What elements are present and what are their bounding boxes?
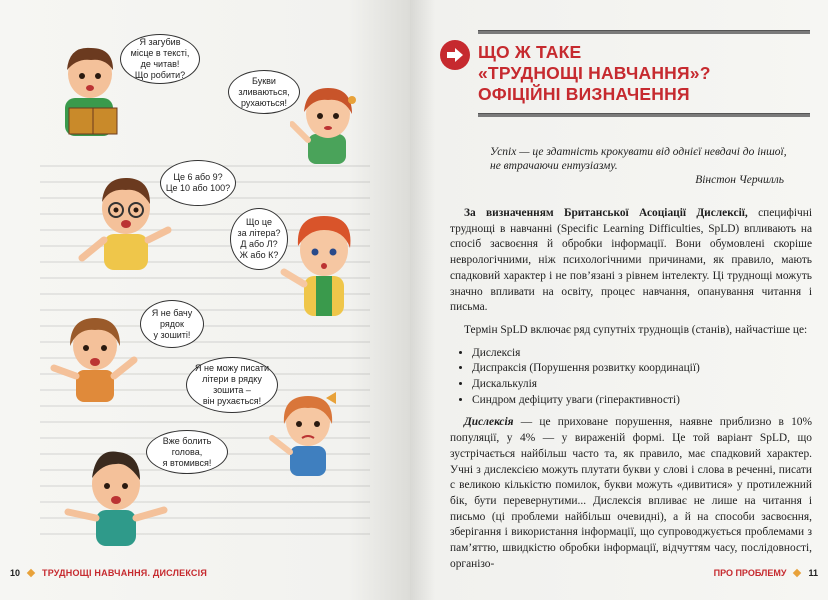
heading-rule-top: [478, 30, 810, 34]
right-page-number: 11: [808, 568, 818, 578]
arrow-right-icon: [440, 40, 470, 70]
speech-bubble-6: Я не можу писати літери в рядку зошита – він рухається!: [186, 357, 278, 413]
paragraph-3: [450, 415, 812, 572]
list-item: • Синдром дефіциту уваги (гіперактивності): [472, 393, 812, 409]
list-item: • Диспраксія (Порушення розвитку координації): [472, 361, 812, 377]
kid-illustration-boy-book: [55, 40, 125, 140]
speech-bubble-5: Я не бачу рядок у зошиті!: [140, 300, 204, 348]
left-section-title: ТРУДНОЩІ НАВЧАННЯ. ДИСЛЕКСІЯ: [42, 568, 207, 578]
speech-bubble-1: Я загубив місце в тексті, де читав! Що робити?: [120, 34, 200, 84]
chapter-heading: [440, 30, 810, 117]
speech-bubble-2: Букви зливаються, рухаються!: [228, 70, 300, 114]
kid-illustration-boy-tired: [64, 446, 168, 550]
chapter-title: [478, 42, 810, 105]
kid-illustration-girl-shrug: [50, 310, 140, 405]
epigraph-text: Успіх — це здатність крокувати від однієї невдачі до іншої, не втрачаючи ентузіазму.: [490, 146, 787, 172]
list-item: • Дискалькулія: [472, 377, 812, 393]
left-footer: [10, 568, 207, 578]
right-page: [410, 0, 828, 600]
paragraph-3-rest: — це приховане порушення, наявне приблизно в 10% популяції, у 4% — у вираженій формі. Це той варіант SpLD, що зустрічається найбільш часто та, як правило, має спадковий характер. Учні з дислексією можуть плутати букви у слові і слова в реченні, писати с великою кількістю помилок, букви можуть «дивитися» у протилежний бік, бути перевернутими... Дислексія впливає не лише на читання і письмо (ці проблеми найбільш очевидні), а й на способи засвоєння, зберігання і використання інформації, що супроводжується проблемами з пам’яттю, швидкістю обробки інформації, відчуттям часу, послідовності, організо-: [450, 416, 812, 570]
kid-illustration-girl-pointing: [290, 78, 370, 168]
conditions-list: [450, 346, 812, 409]
paragraph-1-lead: За визначенням Британської Асоціації Дислексії,: [464, 207, 748, 219]
epigraph: [490, 145, 790, 187]
diamond-icon: [27, 569, 35, 577]
body-text: [450, 206, 812, 579]
list-item: • Дислексія: [472, 346, 812, 362]
chapter-title-line-2: «ТРУДНОЩІ НАВЧАННЯ»?: [478, 63, 711, 83]
kid-illustration-girl-bow: [266, 388, 351, 480]
paragraph-1: [450, 206, 812, 316]
paragraph-2: Термін SpLD включає ряд супутніх труднощів (станів), найчастіше це:: [464, 323, 808, 336]
heading-rule-bottom: [478, 113, 810, 117]
speech-bubble-3: Це 6 або 9? Це 10 або 100?: [160, 160, 236, 206]
left-page: [0, 0, 410, 600]
kid-illustration-redhead-boy: [278, 210, 368, 320]
diamond-icon: [793, 569, 801, 577]
epigraph-author: Вінстон Черчилль: [695, 174, 784, 186]
right-section-title: ПРО ПРОБЛЕМУ: [713, 568, 787, 578]
speech-bubble-7: Вже болить голова, я втомився!: [146, 430, 228, 474]
left-page-number: 10: [10, 568, 21, 578]
kid-illustration-boy-glasses: [76, 170, 176, 275]
speech-bubble-4: Що це за літера? Д або Л? Ж або К?: [230, 208, 288, 270]
chapter-title-line-1: ЩО Ж ТАКЕ: [478, 42, 582, 62]
paragraph-1-rest: специфічні труднощі в навчанні (Specific Learning Difficulties, SpLD) впливають на спосіб засвоєння й обробки інформації. Вони обумовлені скоріше неврологічними, ніж психологічними причинами, як правило, мають спадковий характер і не пов’язані з рівнем інтелекту. Ці труднощі можуть значно впливати на освіту, процес навчання, опанування читання і письма.: [450, 207, 813, 314]
paragraph-3-lead: Дислексія: [464, 416, 514, 429]
chapter-title-line-3: ОФІЦІЙНІ ВИЗНАЧЕННЯ: [478, 84, 690, 104]
right-footer: [714, 568, 818, 578]
